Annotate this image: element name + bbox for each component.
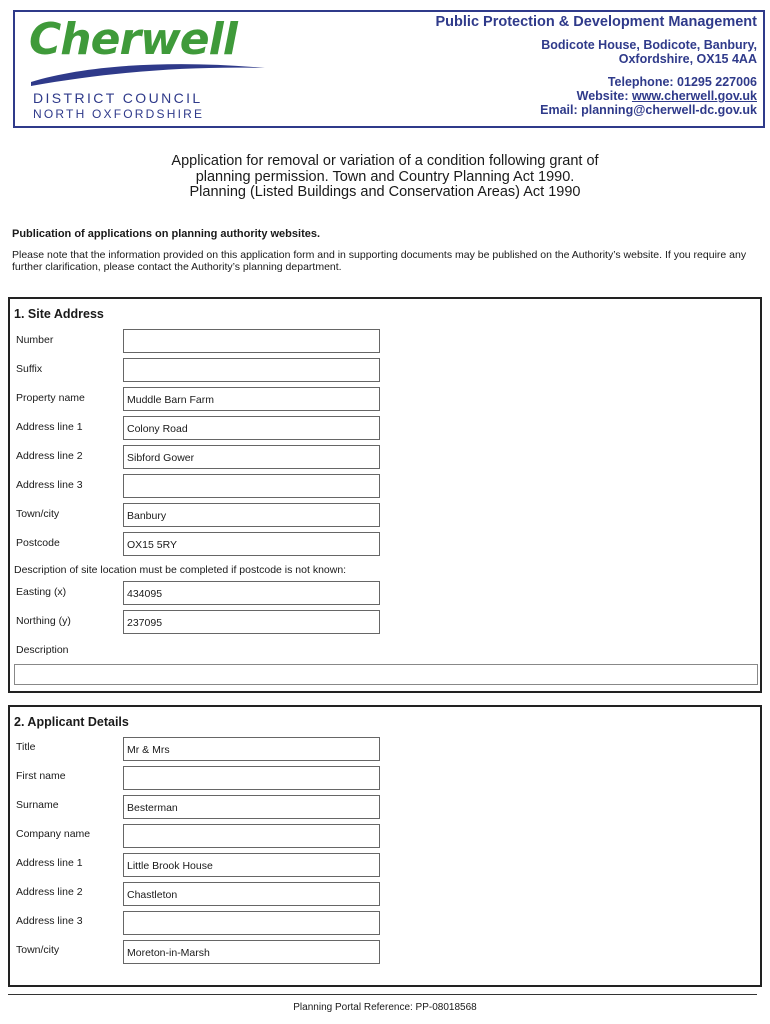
field-label: Town/city — [16, 508, 60, 520]
publication-text: Please note that the information provided on this application form and in supporting documents may be published on the Authority’s website. If you require any further clarification, please contact the Authority’s planning department. — [12, 249, 747, 273]
publication-heading: Publication of applications on planning authority websites. — [12, 228, 321, 240]
council-name-line1: DISTRICT COUNCIL — [33, 90, 203, 106]
suffix-input[interactable] — [123, 358, 380, 382]
company-name-input[interactable] — [123, 824, 380, 848]
field-label: Town/city — [16, 944, 60, 956]
easting-input[interactable]: 434095 — [123, 581, 380, 605]
website-link[interactable]: www.cherwell.gov.uk — [631, 89, 757, 103]
title-input[interactable]: Mr & Mrs — [123, 737, 380, 761]
department-name: Public Protection & Development Management — [435, 14, 757, 30]
applicant-town-city-input[interactable]: Moreton-in-Marsh — [123, 940, 380, 964]
applicant-address-line-1-input[interactable]: Little Brook House — [123, 853, 380, 877]
document-title — [0, 154, 770, 201]
email[interactable]: Email: planning@cherwell-dc.gov.uk — [540, 103, 757, 117]
field-label: Property name — [16, 392, 85, 404]
field-label: Company name — [16, 828, 91, 840]
field-label: Address line 3 — [16, 915, 83, 927]
address-line-2: Oxfordshire, OX15 4AA — [618, 52, 757, 66]
department-contact-block — [436, 14, 757, 117]
field-label: Suffix — [16, 363, 43, 375]
site-address-section — [8, 297, 762, 693]
field-label: First name — [16, 770, 66, 782]
description-input[interactable] — [14, 664, 758, 685]
title-line-2: planning permission. Town and Country Planning Act 1990. — [195, 168, 575, 185]
field-label: Address line 2 — [16, 450, 83, 462]
field-label: Surname — [16, 799, 59, 811]
title-line-1: Application for removal or variation of a condition following grant of — [171, 153, 599, 169]
number-input[interactable] — [123, 329, 380, 353]
postcode-input[interactable]: OX15 5RY — [123, 532, 380, 556]
field-label: Address line 1 — [16, 421, 83, 433]
applicant-details-section — [8, 705, 762, 987]
address-line-3-input[interactable] — [123, 474, 380, 498]
council-header — [13, 10, 765, 128]
town-city-input[interactable]: Banbury — [123, 503, 380, 527]
field-label: Address line 3 — [16, 479, 83, 491]
field-label: Address line 2 — [16, 886, 83, 898]
section-title: 2. Applicant Details — [14, 715, 129, 729]
footer-divider — [8, 994, 757, 995]
logo-swoosh-icon — [29, 56, 269, 88]
field-label: Northing (y) — [16, 615, 71, 627]
website-label: Website: — [576, 89, 632, 103]
section-title: 1. Site Address — [14, 307, 104, 321]
address-line-1: Bodicote House, Bodicote, Banbury, — [541, 38, 757, 52]
first-name-input[interactable] — [123, 766, 380, 790]
address-line-1-input[interactable]: Colony Road — [123, 416, 380, 440]
field-label: Title — [16, 741, 36, 753]
field-label: Number — [16, 334, 54, 346]
property-name-input[interactable]: Muddle Barn Farm — [123, 387, 380, 411]
location-note: Description of site location must be completed if postcode is not known: — [14, 564, 347, 576]
field-label: Address line 1 — [16, 857, 83, 869]
surname-input[interactable]: Besterman — [123, 795, 380, 819]
northing-input[interactable]: 237095 — [123, 610, 380, 634]
council-name-line2: NORTH OXFORDSHIRE — [33, 107, 205, 121]
applicant-address-line-2-input[interactable]: Chastleton — [123, 882, 380, 906]
portal-reference: Planning Portal Reference: PP-08018568 — [293, 1002, 477, 1013]
telephone: Telephone: 01295 227006 — [607, 75, 757, 89]
title-line-3: Planning (Listed Buildings and Conservation Areas) Act 1990 — [189, 184, 581, 200]
council-logo-wordmark: Cherwell — [29, 14, 237, 65]
applicant-address-line-3-input[interactable] — [123, 911, 380, 935]
website-row — [436, 89, 757, 103]
field-label: Description — [16, 644, 69, 656]
address-line-2-input[interactable]: Sibford Gower — [123, 445, 380, 469]
field-label: Postcode — [16, 537, 60, 549]
field-label: Easting (x) — [16, 586, 67, 598]
